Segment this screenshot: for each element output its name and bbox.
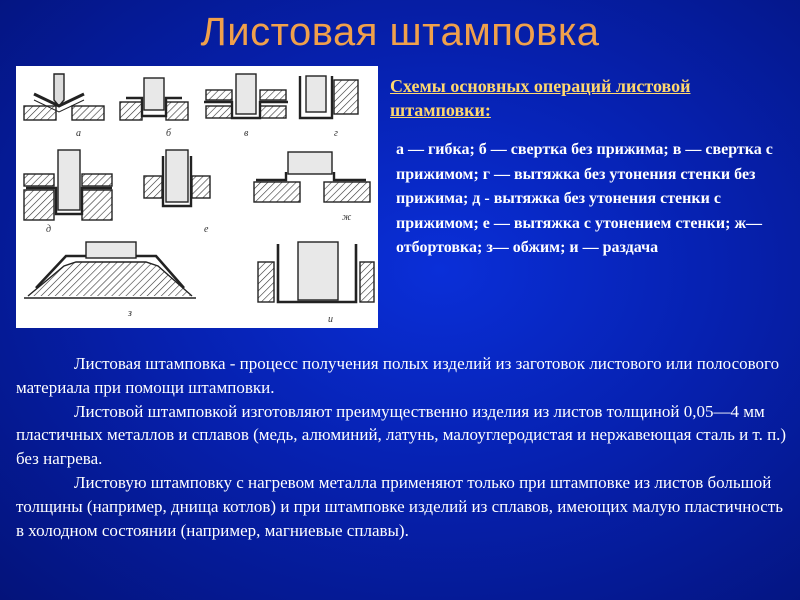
label-e: е [204, 224, 209, 235]
label-zh: ж [342, 212, 352, 223]
label-v: в [244, 128, 249, 139]
label-d: д [46, 224, 52, 235]
figure-caption-title: Схемы основных операций листовой штамповки: [390, 76, 691, 120]
stamping-schemes-figure [16, 66, 378, 328]
scheme-a-bending [24, 74, 104, 120]
scheme-b-curling [120, 78, 188, 120]
scheme-e-ironing [144, 150, 210, 206]
figure-caption-legend [390, 138, 785, 261]
scheme-d-drawing-holder [24, 150, 112, 220]
figure-caption-text: а — гибка; б — свертка без прижима; в — свертка с прижимом; г — вытяжка без утонения стенки без прижима; д - вытяжка без утонения стенки с прижимом; е — вытяжка с утонением стенки; ж— отбортовка; з— обжим; и — раздача [396, 141, 773, 257]
label-a: а [76, 128, 81, 139]
paragraph-hot-stamping: Листовую штамповку с нагревом металла применяют только при штамповке из листов большой толщины (например, днища котлов) и при штамповке изделий из сплавов, имеющих малую пластичность в холодном состоянии (например, магниевые сплавы). [16, 472, 784, 540]
scheme-i-expanding [258, 242, 374, 302]
label-b: б [166, 128, 172, 139]
scheme-v-curling-holder [204, 74, 288, 118]
label-g: г [334, 128, 338, 139]
scheme-z-necking [24, 242, 196, 298]
description-text [16, 352, 788, 542]
label-i: и [328, 314, 333, 325]
paragraph-materials: Листовой штамповкой изготовляют преимущественно изделия из листов толщиной 0,05—4 мм пластичных металлов и сплавов (медь, алюминий, латунь, малоуглеродистая и нержавеющая сталь и т. п.) без нагрева. [16, 401, 787, 469]
paragraph-definition: Листовая штамповка - процесс получения полых изделий из заготовок листового или полосового материала при помощи штамповки. [16, 354, 780, 397]
scheme-g-drawing [300, 76, 358, 118]
slide-title: Листовая штамповка [200, 10, 600, 54]
scheme-zh-flanging [254, 152, 370, 202]
label-z: з [128, 308, 132, 319]
